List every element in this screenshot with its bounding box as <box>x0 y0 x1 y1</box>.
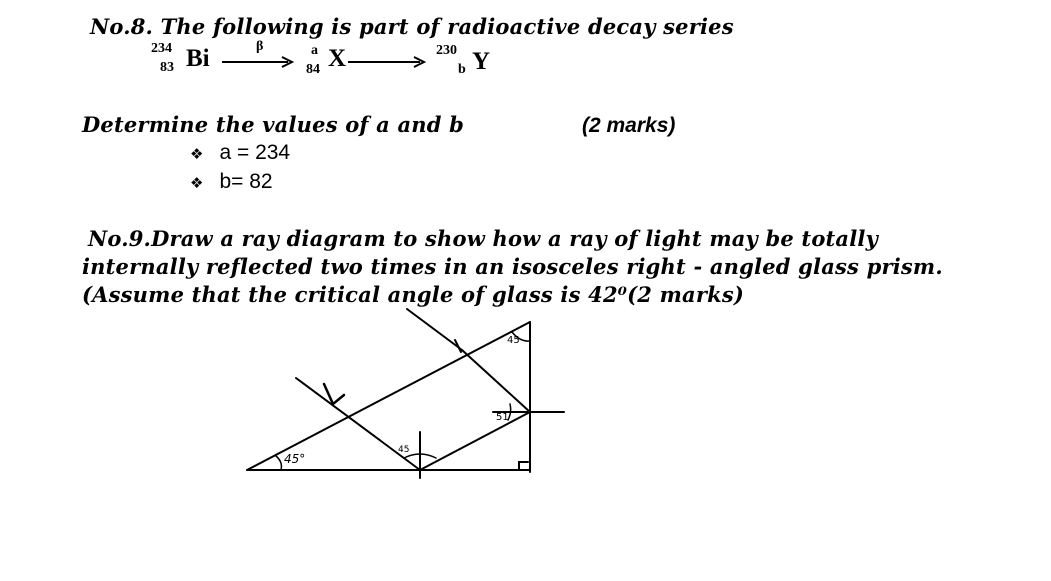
ray-inside-1 <box>462 350 530 412</box>
diamond-bullet-icon: ❖ <box>190 174 204 192</box>
q8-title: No.8. The following is part of radioactive decay series <box>90 14 734 39</box>
angle-bottom-label: 45 <box>398 445 410 455</box>
diamond-bullet-icon: ❖ <box>190 145 204 163</box>
x-mass-number: a <box>311 43 318 58</box>
q8-prompt: Determine the values of a and b <box>82 112 465 137</box>
emergent-ray <box>296 378 420 470</box>
answer-a-text: a = 234 <box>219 141 291 164</box>
q9-line-2: internally reflected two times in an isosceles right - angled glass prism. <box>82 254 943 279</box>
bi-symbol: Bi <box>186 45 210 72</box>
q9-line-1: No.9.Draw a ray diagram to show how a ray of light may be totally <box>88 226 878 251</box>
angle-base-label: 45° <box>284 452 306 466</box>
ray-inside-2 <box>420 412 530 470</box>
x-atomic-number: 84 <box>306 62 320 77</box>
incident-ray <box>407 309 462 350</box>
x-symbol: X <box>328 45 347 72</box>
right-angle-marker <box>519 462 528 470</box>
bi-mass-number: 234 <box>151 41 172 56</box>
beta-label: β <box>256 39 264 54</box>
angle-right-label: 51 <box>496 412 509 423</box>
y-symbol: Y <box>472 48 491 75</box>
y-atomic-number: b <box>458 62 466 77</box>
bi-atomic-number: 83 <box>160 60 174 75</box>
q9-line-3: (Assume that the critical angle of glass is 42⁰(2 marks) <box>82 282 745 307</box>
angle-arc-base <box>276 456 281 470</box>
y-mass-number: 230 <box>436 43 457 58</box>
q8-marks: (2 marks) <box>582 114 676 137</box>
angle-top-label: 45 <box>507 335 520 346</box>
answer-b-text: b= 82 <box>219 170 273 193</box>
